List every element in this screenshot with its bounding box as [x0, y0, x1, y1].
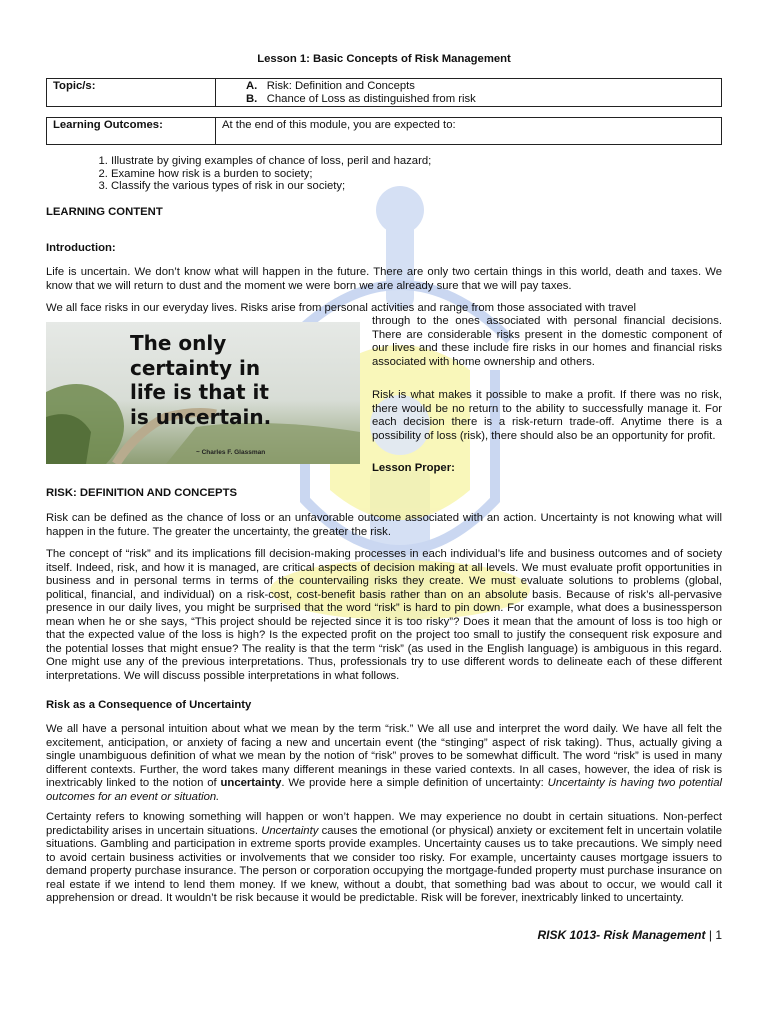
footer-course-title: RISK 1013- Risk Management: [537, 928, 706, 942]
consequence-text-a: We all have a personal intuition about what we mean by the term “risk.” We all use and interpret the word daily. We have all felt the excitement, anticipation, or anxiety of facing a new and uncertain event (the “stinging” aspect of risk taking). Thus, actually giving a single unambiguous definition of what we mean by the notion of “risk” proves to be somewhat difficult. The word “risk” is used in many different contexts. Further, the word takes many different meanings in these varied contexts. In all cases, however, the idea of risk is inextricably linked to the notion of: [46, 723, 722, 789]
consequence-paragraph: [46, 723, 722, 804]
risk-definition-heading: RISK: DEFINITION AND CONCEPTS: [46, 487, 238, 499]
intro-paragraph: Life is uncertain. We don’t know what will happen in the future. There are only two certain things in this world, death and taxes. We know that we will return to dust and the moment we were born we are already sure that we will pay taxes.: [46, 266, 722, 292]
page-footer: [46, 929, 722, 943]
topic-text: Chance of Loss as distinguished from risk: [266, 92, 476, 105]
certainty-paragraph: [46, 811, 722, 906]
certainty-text-b: causes the emotional (or physical) anxiety or excitement felt in uncertain volatile situations. Gambling and participation in extreme sports provide examples. Uncertainty causes us to take precautions. We simply need to avoid certain business activities or involvements that we consider too risky. For example, uncertainty causes mortgage issuers to demand property purchase insurance. The person or corporation occupying the mortgage-funded property must purchase insurance on real estate if we intend to lend them money. If we knew, without a doubt, that something bad was about to occur, we would call it apprehension or dread. It wouldn’t be risk because it would be predictable. Risk will be forever, inextricably linked to uncertainty.: [46, 824, 723, 904]
quote-line: life is that it: [130, 380, 269, 404]
quote-line: The only: [130, 331, 227, 355]
topic-marker: A.: [246, 80, 258, 92]
quote-text: [130, 331, 271, 429]
intro-paragraph-3: Risk is what makes it possible to make a profit. If there was no risk, there would be no return to the ability to successfully manage it. For each decision there is a risk-return trade-off. Anytime there is a possibility of loss (risk), there should also be an opportunity for profit.: [372, 389, 722, 442]
lesson-title: Lesson 1: Basic Concepts of Risk Management: [257, 53, 511, 65]
uncertainty-emphasis: Uncertainty: [261, 824, 319, 837]
topics-table: [46, 78, 722, 107]
footer-separator: |: [708, 928, 712, 942]
quote-image: [46, 322, 360, 464]
footer-page-number: 1: [715, 928, 722, 942]
intro-paragraph-2-continued: through to the ones associated with personal financial decisions. There are considerable risks present in the domestic component of our lives and these include fire risks in our homes and financial risks associated with home ownership and others.: [372, 315, 722, 368]
topic-item: [222, 93, 715, 106]
learning-outcomes-intro: At the end of this module, you are expected to:: [216, 118, 722, 145]
intro-paragraph-2-first-line: We all face risks in our everyday lives. Risks arise from personal activities and range from those associated with travel: [46, 302, 636, 314]
topic-item: [222, 80, 715, 93]
outcome-list: [86, 155, 731, 193]
outcome-item: 1. Illustrate by giving examples of chance of loss, peril and hazard;: [111, 155, 731, 168]
quote-line: is uncertain.: [130, 404, 272, 429]
consequence-text-b: . We provide here a simple definition of uncertainty:: [281, 777, 548, 789]
certainty-text-a: Certainty refers to knowing something will happen or won’t happen. We may experience no doubt in certain situations. Non-perfect predictability arises in uncertain situations.: [46, 811, 722, 837]
topic-marker: B.: [246, 92, 258, 105]
risk-paragraph-1: Risk can be defined as the chance of loss or an unfavorable outcome associated with an action. Uncertainty is not knowing what will happen in the future. The greater the uncertainty, the greater the risk.: [46, 512, 722, 538]
quote-author: ~ Charles F. Glassman: [196, 449, 266, 456]
risk-paragraph-2: The concept of “risk” and its implications fill decision-making processes in each individual’s life and business outcomes and of society itself. Indeed, risk, and how it is managed, are critical aspects of decision making at all levels. We must evaluate profit opportunities in business and in personal terms in terms of the countervailing risks they create. We must evaluate solutions to problems (global, political, financial, and individual) on a risk-cost, cost-benefit basis rather than on an absolute basis. Because of risk’s all-pervasive presence in our daily lives, you might be surprised that the word “risk” is hard to pin down. For example, what does a businessperson mean when he or she says, “This project should be rejected since it is too risky”? Does it mean that the amount of loss is too high or that the expected value of the loss is high? Is the expected profit on the project too small to justify the consequent risk exposure and the potential losses that might ensue? The reality is that the term “risk” (as used in the English language) is ambiguous in this regard. One might use any of the previous interpretations. Thus, professionals try to use different words to delineate each of these different interpretations. We will discuss possible interpretations in what follows.: [46, 548, 722, 682]
learning-outcomes-table: [46, 117, 722, 145]
consequence-heading: Risk as a Consequence of Uncertainty: [46, 699, 252, 711]
topic-text: Risk: Definition and Concepts: [266, 80, 415, 92]
quote-line: certainty in: [130, 355, 261, 380]
introduction-heading: Introduction:: [46, 242, 116, 254]
topics-list: [216, 79, 722, 107]
lesson-proper-heading: Lesson Proper:: [372, 462, 455, 474]
uncertainty-term: uncertainty: [220, 777, 282, 789]
learning-content-heading: LEARNING CONTENT: [46, 206, 163, 218]
topics-label: Topic/s:: [47, 79, 216, 107]
uncertainty-definition: Uncertainty is having two potential outcomes for an event or situation.: [46, 777, 722, 803]
learning-outcomes-label: Learning Outcomes:: [47, 118, 216, 145]
outcome-item: 3. Classify the various types of risk in our society;: [111, 180, 731, 193]
outcome-item: 2. Examine how risk is a burden to society;: [111, 168, 731, 181]
